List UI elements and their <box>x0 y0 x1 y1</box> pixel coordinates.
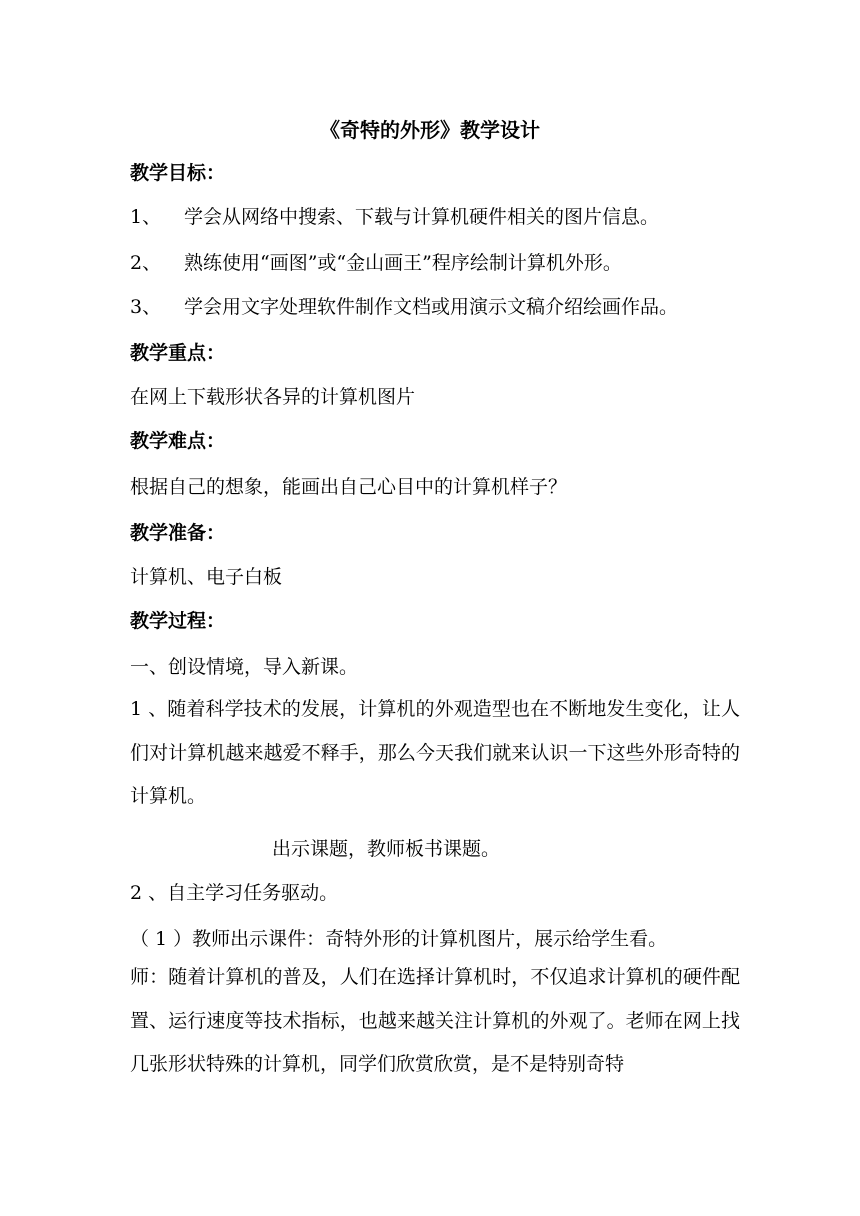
page-title: 《奇特的外形》教学设计 <box>320 118 540 142</box>
objective-item-3 <box>130 294 740 320</box>
preparation-heading: 教学准备： <box>130 522 226 544</box>
objective-text: 熟练使用“画图”或“金山画王”程序绘制计算机外形。 <box>184 252 622 274</box>
key-points-text: 在网上下载形状各异的计算机图片 <box>130 386 416 408</box>
paragraph-1: 1 、随着科学技术的发展，计算机的外观造型也在不断地发生变化，让人们对计算机越来越爱不释手，那么今天我们就来认识一下这些外形奇特的计算机。 <box>130 698 740 807</box>
objective-number: 1、 <box>130 206 162 228</box>
preparation-text: 计算机、电子白板 <box>130 566 283 588</box>
step-two: 2 、自主学习任务驱动。 <box>130 882 339 904</box>
objective-text: 学会从网络中搜索、下载与计算机硬件相关的图片信息。 <box>184 206 660 228</box>
objectives-heading: 教学目标： <box>130 162 226 184</box>
step-one: 一、创设情境，导入新课。 <box>130 656 359 678</box>
show-topic: 出示课题，教师板书课题。 <box>272 838 501 860</box>
objective-number: 3、 <box>130 296 162 318</box>
objective-item-1 <box>130 204 740 230</box>
difficulty-text: 根据自己的想象，能画出自己心目中的计算机样子？ <box>130 476 568 498</box>
teacher-paragraph: 师：随着计算机的普及，人们在选择计算机时，不仅追求计算机的硬件配置、运行速度等技术指标，也越来越关注计算机的外观了。老师在网上找几张形状特殊的计算机，同学们欣赏欣赏，是不是特别奇特 <box>130 966 740 1075</box>
difficulty-heading: 教学难点： <box>130 430 226 452</box>
sub-step-one: （ 1 ）教师出示课件：奇特外形的计算机图片，展示给学生看。 <box>130 928 668 950</box>
key-points-heading: 教学重点： <box>130 342 226 364</box>
objective-text: 学会用文字处理软件制作文档或用演示文稿介绍绘画作品。 <box>184 296 679 318</box>
objective-number: 2、 <box>130 252 162 274</box>
process-heading: 教学过程： <box>130 610 226 632</box>
objective-item-2 <box>130 250 740 276</box>
